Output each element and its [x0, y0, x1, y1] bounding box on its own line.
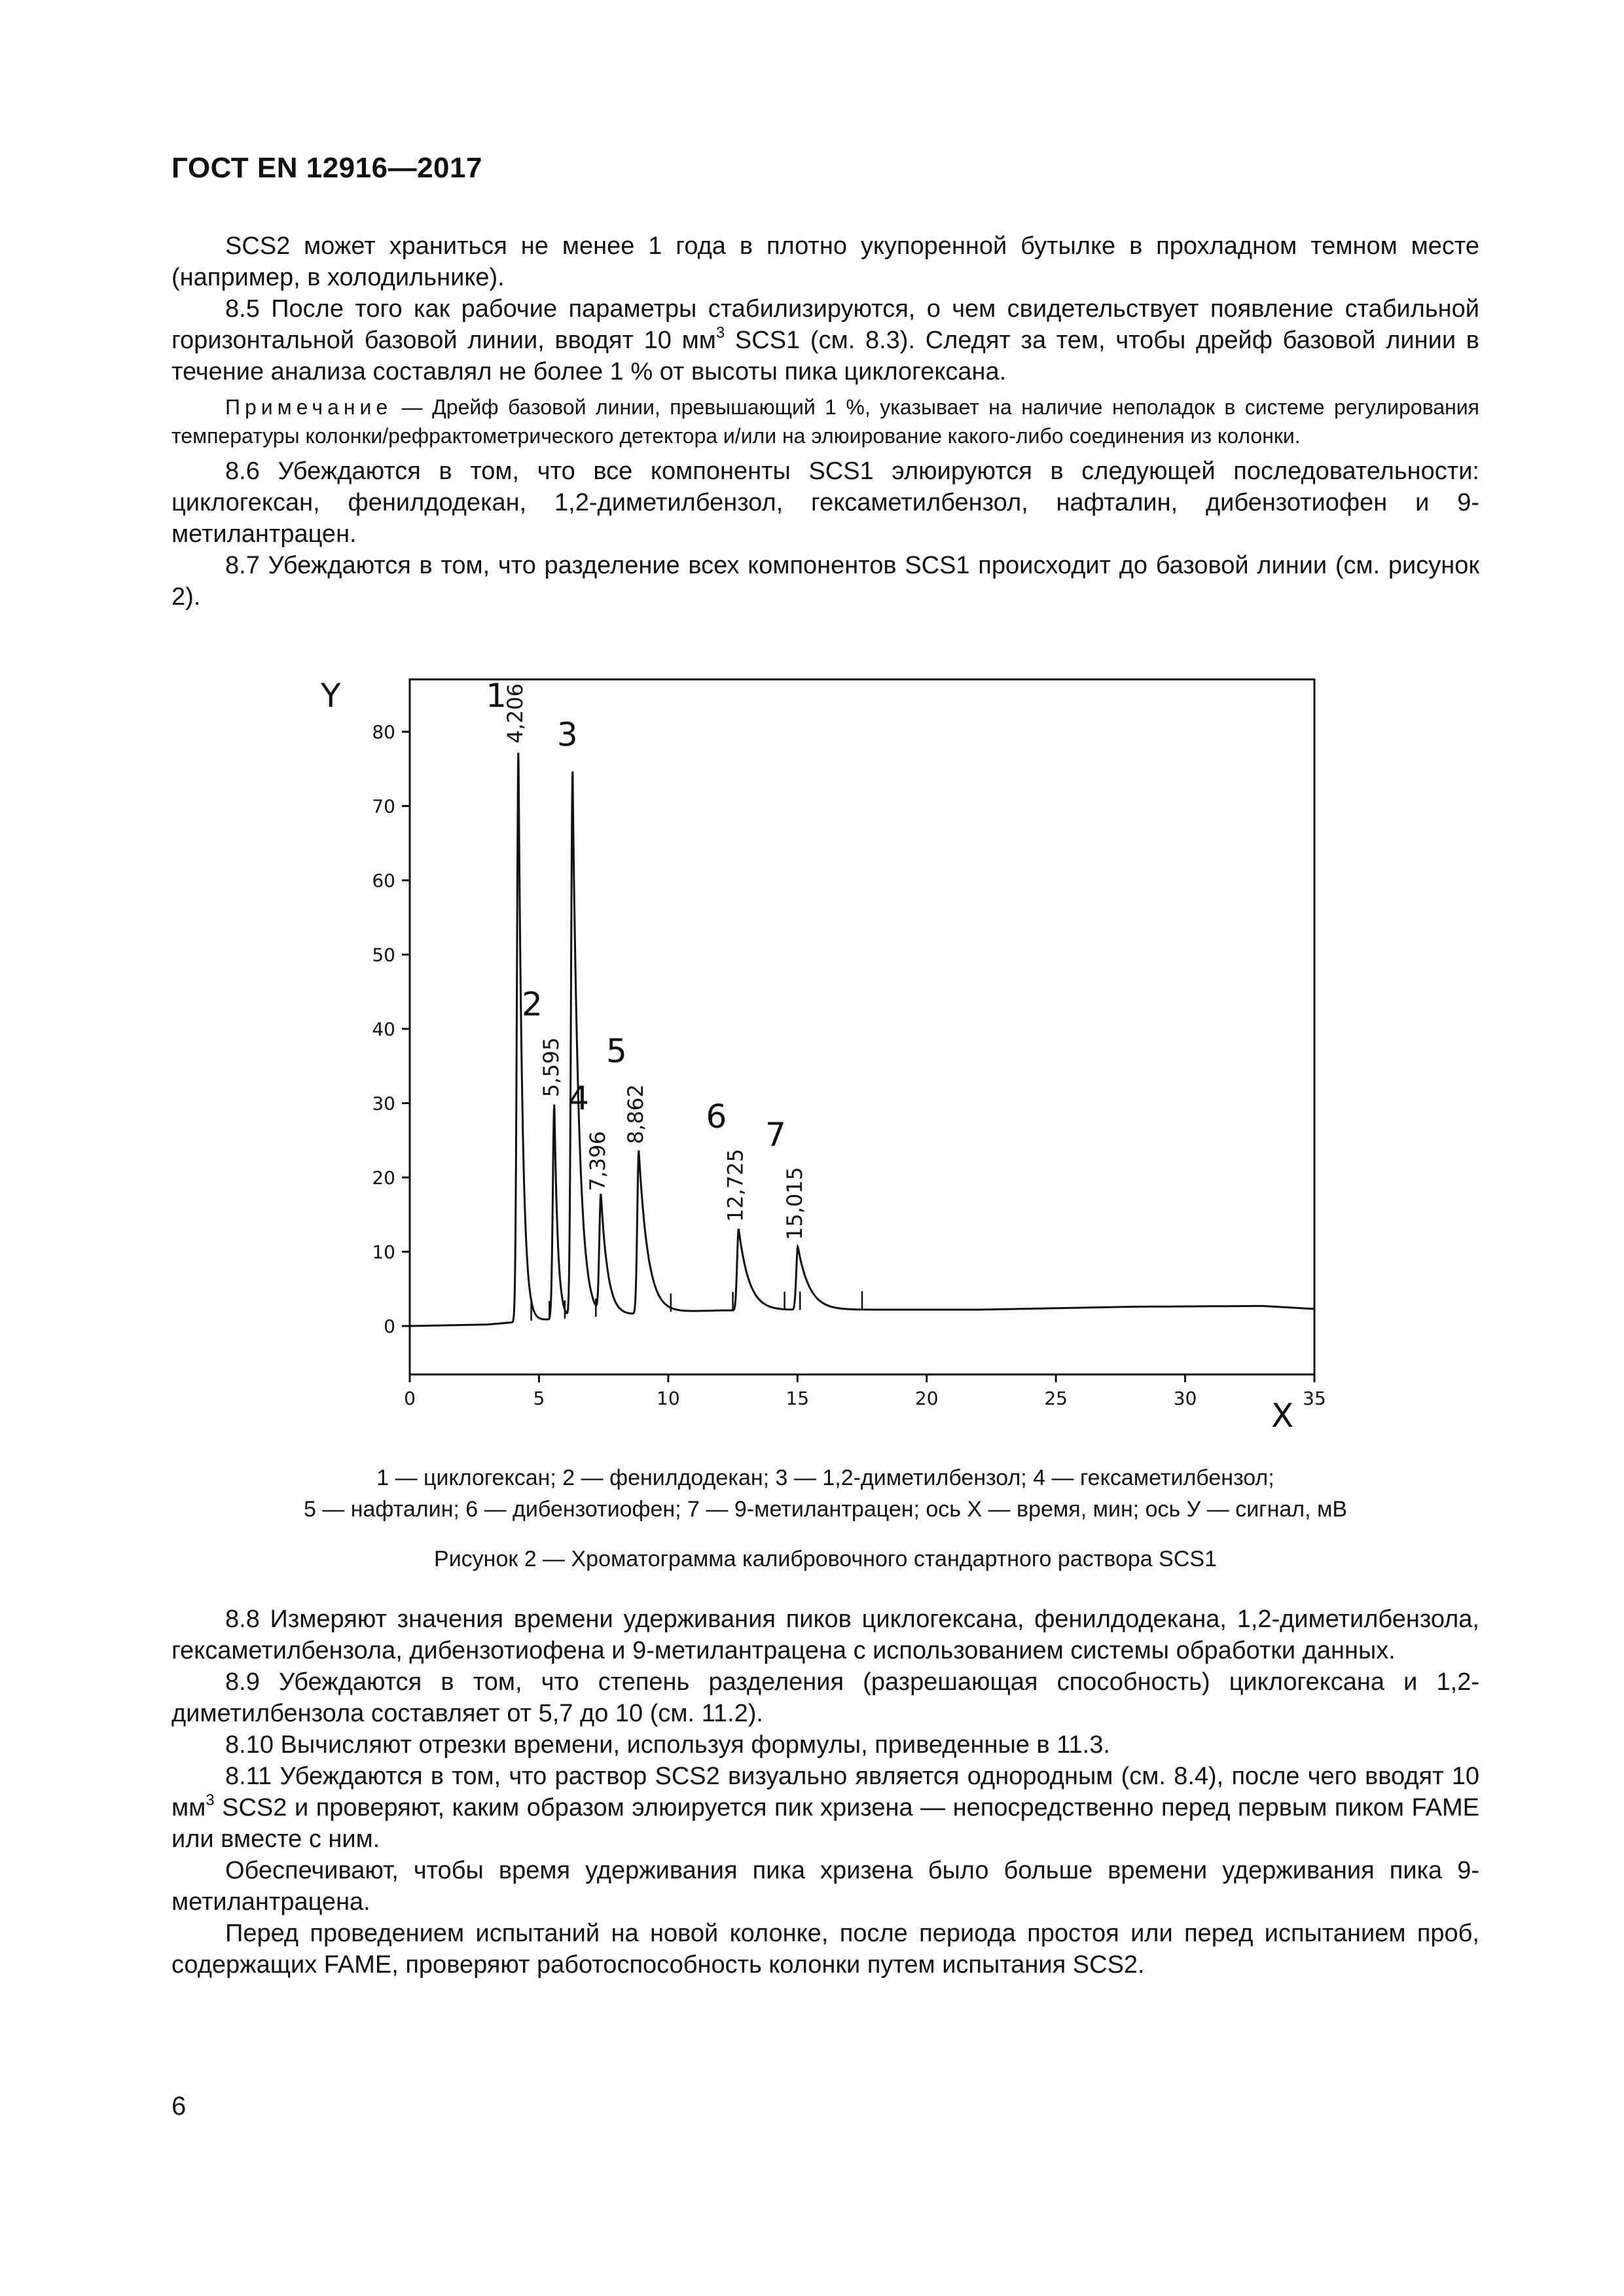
peak-number-label: 6: [706, 1098, 727, 1136]
peak-time-label: 4,206: [503, 683, 528, 744]
paragraph-8-5-part1: 8.5 После того как рабочие параметры стабилизируются, о чем свидетельствует появление стабильной горизонтальной базовой линии, вводят 10 мм: [171, 295, 1479, 354]
y-tick-label: 50: [372, 944, 395, 966]
x-tick-label: 10: [657, 1388, 680, 1409]
x-tick-label: 0: [404, 1388, 416, 1409]
paragraph-8-9: 8.9 Убеждаются в том, что степень разделения (разрешающая способность) циклогексана и 1,2-диметилбензола составляет от 5,7 до 10 (см. 11.2).: [171, 1668, 1479, 1727]
paragraph-8-11-part1: 8.11 Убеждаются в том, что раствор SCS2 визуально является однородным (см. 8.4), после чего вводят 10 мм: [171, 1763, 1479, 1821]
x-axis-label: X: [1271, 1397, 1294, 1435]
note-text: — Дрейф базовой линии, превышающий 1 %, указывает на наличие неполадок в системе регулирования температуры колонки/рефрактометрического детектора и/или на элюирование какого-либо соединения из колонки.: [171, 395, 1479, 448]
x-tick-label: 30: [1173, 1388, 1197, 1409]
peak-time-label: 8,862: [623, 1084, 648, 1144]
paragraph-8-11: [171, 1761, 1479, 1855]
peak-number-label: 5: [606, 1031, 627, 1070]
y-tick-label: 40: [372, 1018, 395, 1040]
y-tick-label: 0: [384, 1316, 395, 1337]
paragraph-8-5: [171, 293, 1479, 387]
x-tick-label: 20: [914, 1388, 939, 1409]
peak-number-label: 1: [486, 677, 507, 715]
peak-time-label: 12,725: [723, 1149, 748, 1223]
paragraph-8-5-part2: SCS1 (см. 8.3). Следят за тем, чтобы дрейф базовой линии в течение анализа составлял не более 1 % от высоты пика циклогексана.: [171, 327, 1479, 386]
peak-number-label: 2: [522, 985, 543, 1024]
page-number: 6: [171, 2092, 187, 2121]
x-tick-label: 35: [1303, 1388, 1326, 1409]
y-tick-label: 70: [372, 795, 395, 817]
peak-time-label: 7,396: [585, 1131, 611, 1191]
figure-title: Рисунок 2 — Хроматограмма калибровочного стандартного раствора SCS1: [434, 1547, 1217, 1571]
paragraph-8-8: 8.8 Измеряют значения времени удерживания пиков циклогексана, фенилдодекана, 1,2-диметилбензола, гексаметилбензола, дибензотиофена и 9-метилантрацена с использованием системы обработки данных.: [171, 1605, 1479, 1664]
peak-number-label: 3: [556, 715, 578, 754]
chromatogram-chart: [262, 661, 1362, 1446]
x-tick-label: 25: [1044, 1388, 1068, 1409]
section-top: [171, 230, 1479, 613]
y-tick-label: 30: [372, 1092, 395, 1115]
y-tick-label: 20: [372, 1167, 395, 1189]
paragraph-column-check: Перед проведением испытаний на новой колонке, после периода простоя или перед испытанием проб, содержащих FAME, проверяют работоспособность колонки путем испытания SCS2.: [171, 1920, 1479, 1979]
paragraph-8-6: 8.6 Убеждаются в том, что все компоненты SCS1 элюируются в следующей последовательности: циклогексан, фенилдодекан, 1,2-диметилбензол, гексаметилбензол, нафталин, дибензотиофен и 9-метилантрацен.: [171, 457, 1479, 548]
y-axis-label: Y: [321, 677, 341, 715]
x-tick-label: 15: [785, 1388, 810, 1409]
note: [171, 393, 1479, 450]
paragraph-8-10: 8.10 Вычисляют отрезки времени, используя формулы, приведенные в 11.3.: [225, 1731, 1110, 1759]
peak-number-label: 4: [568, 1079, 589, 1117]
y-tick-label: 60: [372, 870, 395, 891]
superscript-3: 3: [206, 1791, 215, 1809]
paragraph-8-7: 8.7 Убеждаются в том, что разделение всех компонентов SCS1 происходит до базовой линии (см. рисунок 2).: [171, 552, 1479, 611]
peak-time-label: 5,595: [538, 1037, 564, 1098]
peak-time-label: 15,015: [782, 1166, 807, 1240]
figure-legend-line2: 5 — нафталин; 6 — дибензотиофен; 7 — 9-метилантрацен; ось X — время, мин; ось У — сигнал, мВ: [303, 1497, 1348, 1522]
x-tick-label: 5: [533, 1388, 545, 1409]
plot-frame: [410, 679, 1314, 1374]
y-tick-label: 80: [372, 721, 395, 743]
figure-legend-line1: 1 — циклогексан; 2 — фенилдодекан; 3 — 1,2-диметилбензол; 4 — гексаметилбензол;: [376, 1465, 1274, 1490]
paragraph-8-11-part2: SCS2 и проверяют, каким образом элюируется пик хризена — непосредственно перед первым пиком FAME или вместе с ним.: [171, 1794, 1479, 1853]
note-label: Примечание: [225, 395, 393, 419]
y-tick-label: 10: [372, 1241, 395, 1263]
document-header: ГОСТ EN 12916—2017: [171, 152, 482, 184]
peak-number-label: 7: [765, 1115, 786, 1154]
section-bottom: [171, 1604, 1479, 1981]
paragraph-scs2-storage: SCS2 может храниться не менее 1 года в плотно укупоренной бутылке в прохладном темном месте (например, в холодильнике).: [171, 232, 1479, 291]
superscript-3: 3: [715, 324, 725, 342]
paragraph-chrysene: Обеспечивают, чтобы время удерживания пика хризена было больше времени удерживания пика 9-метилантрацена.: [171, 1857, 1479, 1916]
figure-legend: [171, 1462, 1479, 1525]
